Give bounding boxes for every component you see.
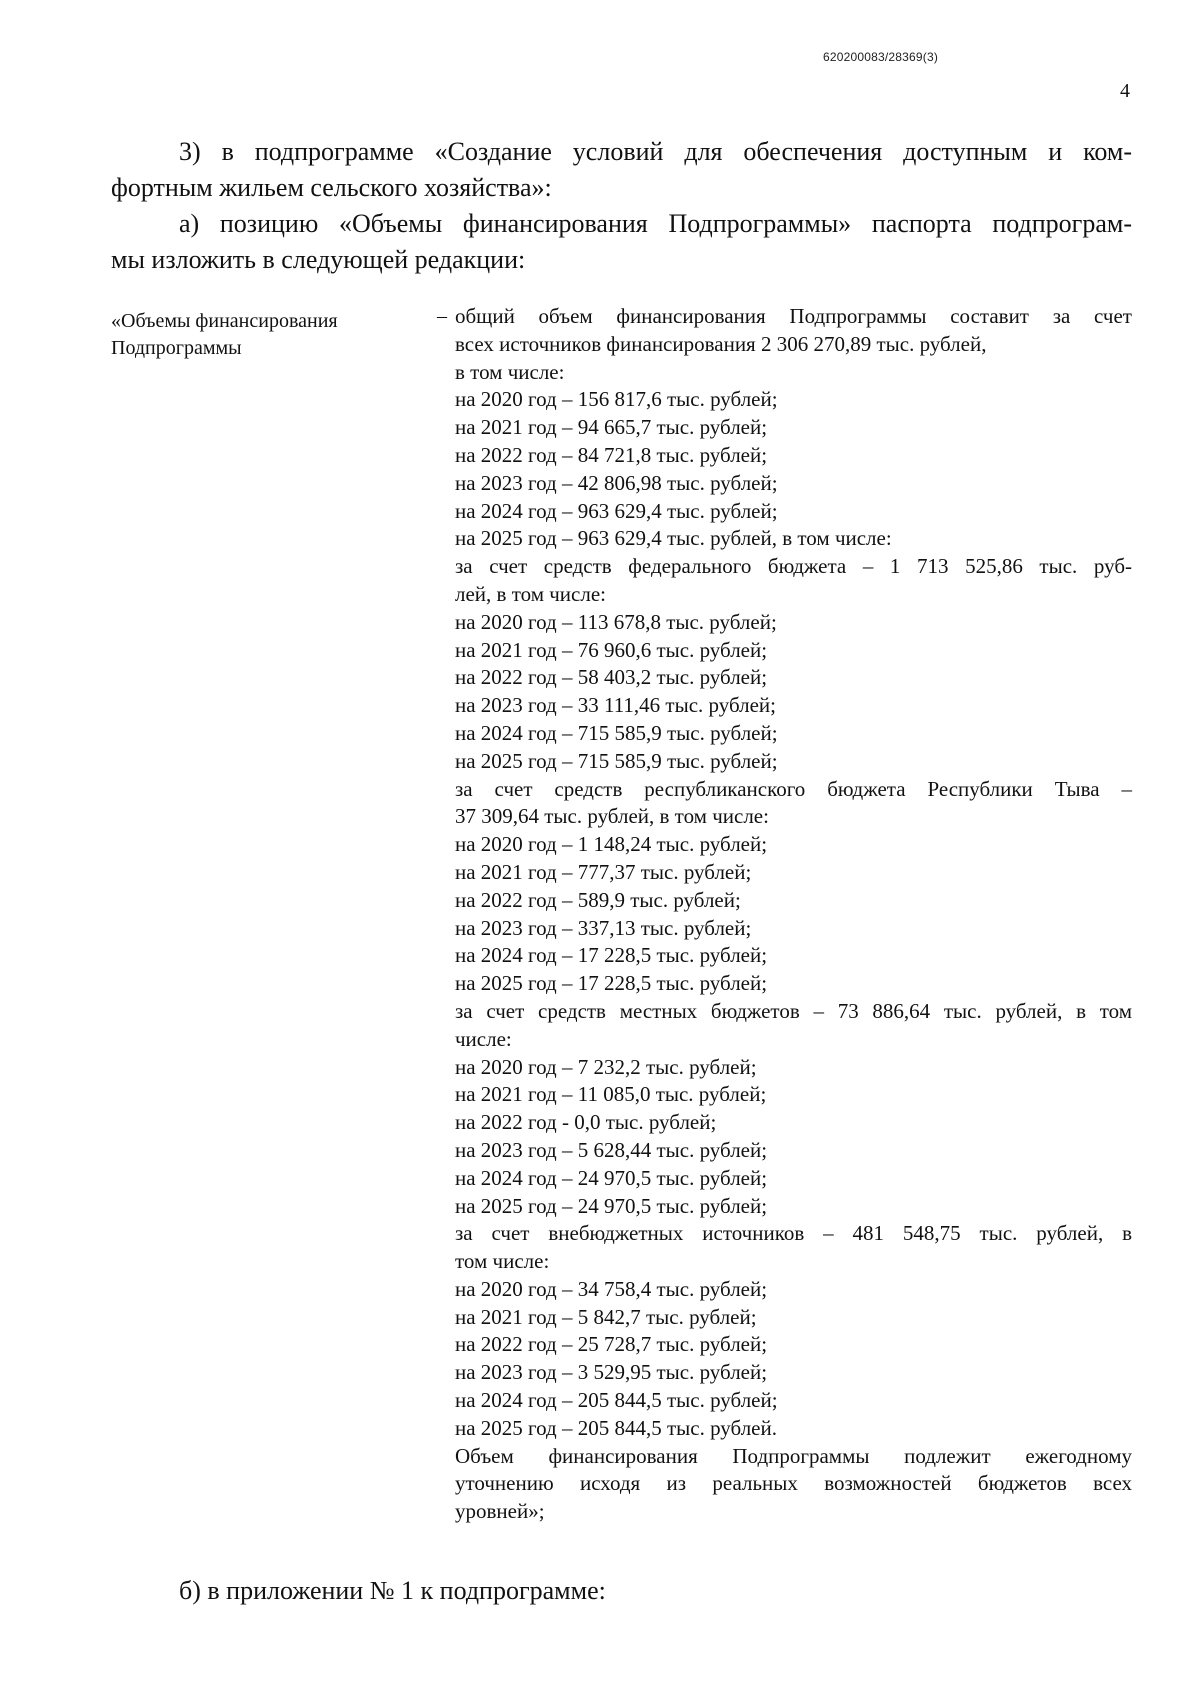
financing-line: на 2025 год – 963 629,4 тыс. рублей, в том числе:	[455, 526, 892, 551]
financing-line: всех источников финансирования 2 306 270,89 тыс. рублей,	[455, 331, 987, 356]
page-number: 4	[1120, 80, 1130, 102]
financing-line: на 2024 год – 715 585,9 тыс. рублей;	[455, 720, 778, 745]
financing-line: на 2021 год – 11 085,0 тыс. рублей;	[455, 1082, 767, 1107]
passport-label-line: «Объемы финансирования	[111, 310, 338, 332]
financing-line: за счет внебюджетных источников – 481 548,75 тыс. рублей, в	[455, 1221, 1132, 1246]
paragraph-line: фортным жильем сельского хозяйства»:	[111, 173, 552, 202]
passport-dash: –	[437, 305, 447, 327]
financing-line: в том числе:	[455, 359, 565, 384]
financing-line: на 2024 год – 205 844,5 тыс. рублей;	[455, 1388, 778, 1413]
financing-line: на 2024 год – 24 970,5 тыс. рублей;	[455, 1165, 768, 1190]
financing-line: за счет средств федерального бюджета – 1 713 525,86 тыс. руб-	[455, 554, 1132, 579]
financing-line: на 2021 год – 94 665,7 тыс. рублей;	[455, 415, 768, 440]
financing-line: на 2023 год – 33 111,46 тыс. рублей;	[455, 693, 777, 718]
financing-line: на 2023 год – 337,13 тыс. рублей;	[455, 915, 752, 940]
financing-line: на 2025 год – 715 585,9 тыс. рублей;	[455, 748, 778, 773]
financing-line: на 2021 год – 5 842,7 тыс. рублей;	[455, 1304, 757, 1329]
financing-line: на 2020 год – 113 678,8 тыс. рублей;	[455, 609, 777, 634]
financing-line: на 2022 год – 589,9 тыс. рублей;	[455, 887, 741, 912]
financing-line: на 2022 год – 58 403,2 тыс. рублей;	[455, 665, 768, 690]
financing-line: числе:	[455, 1026, 512, 1051]
financing-line: уточнению исходя из реальных возможностей бюджетов всех	[455, 1471, 1132, 1496]
passport-position-label	[111, 308, 411, 362]
financing-line: на 2020 год – 156 817,6 тыс. рублей;	[455, 387, 778, 412]
paragraph-line: мы изложить в следующей редакции:	[111, 245, 526, 274]
paragraph-line: а) позицию «Объемы финансирования Подпрограммы» паспорта подпрограм-	[179, 209, 1132, 238]
financing-line: на 2023 год – 42 806,98 тыс. рублей;	[455, 470, 778, 495]
paragraph-position-intro	[111, 206, 1132, 278]
financing-line: Объем финансирования Подпрограммы подлежит ежегодному	[455, 1443, 1132, 1468]
financing-line: на 2025 год – 17 228,5 тыс. рублей;	[455, 971, 768, 996]
passport-label-line: Подпрограммы	[111, 337, 242, 359]
financing-line: на 2024 год – 963 629,4 тыс. рублей;	[455, 498, 778, 523]
financing-line: на 2021 год – 76 960,6 тыс. рублей;	[455, 637, 768, 662]
financing-line: на 2020 год – 34 758,4 тыс. рублей;	[455, 1276, 768, 1301]
paragraph-appendix: б) в приложении № 1 к подпрограмме:	[179, 1576, 606, 1605]
financing-line: на 2022 год – 25 728,7 тыс. рублей;	[455, 1332, 768, 1357]
financing-line: на 2021 год – 777,37 тыс. рублей;	[455, 859, 752, 884]
financing-line: на 2022 год - 0,0 тыс. рублей;	[455, 1110, 717, 1135]
financing-line: за счет средств республиканского бюджета Республики Тыва –	[455, 776, 1132, 801]
financing-line: лей, в том числе:	[455, 581, 606, 606]
financing-line: на 2023 год – 3 529,95 тыс. рублей;	[455, 1360, 768, 1385]
financing-line: на 2024 год – 17 228,5 тыс. рублей;	[455, 943, 768, 968]
passport-financing-text	[455, 303, 1132, 1526]
financing-line: общий объем финансирования Подпрограммы составит за счет	[455, 304, 1132, 328]
financing-line: том числе:	[455, 1249, 550, 1274]
financing-line: за счет средств местных бюджетов – 73 886,64 тыс. рублей, в том	[455, 998, 1132, 1023]
financing-line: на 2020 год – 1 148,24 тыс. рублей;	[455, 832, 768, 857]
financing-line: на 2025 год – 205 844,5 тыс. рублей.	[455, 1415, 777, 1440]
financing-line: уровней»;	[455, 1499, 545, 1524]
financing-line: на 2022 год – 84 721,8 тыс. рублей;	[455, 442, 768, 467]
paragraph-subprogram-intro	[111, 134, 1132, 206]
financing-line: на 2025 год – 24 970,5 тыс. рублей;	[455, 1193, 768, 1218]
financing-line: на 2023 год – 5 628,44 тыс. рублей;	[455, 1137, 768, 1162]
financing-line: на 2020 год – 7 232,2 тыс. рублей;	[455, 1054, 757, 1079]
financing-line: 37 309,64 тыс. рублей, в том числе:	[455, 804, 769, 829]
paragraph-line: 3) в подпрограмме «Создание условий для обеспечения доступным и ком-	[179, 137, 1132, 166]
document-registration-number: 620200083/28369(3)	[823, 50, 939, 64]
